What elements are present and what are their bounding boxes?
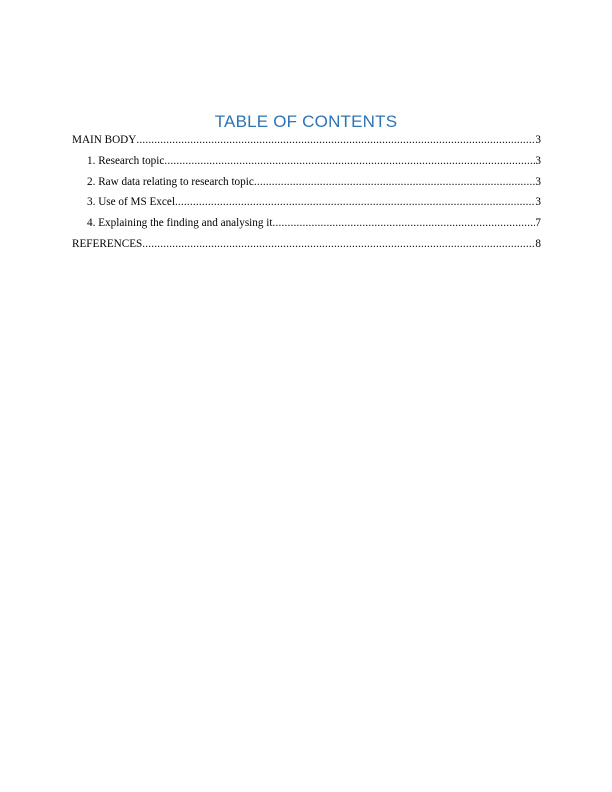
toc-entry-label: 3. Use of MS Excel [87,196,175,209]
toc-dot-leader [273,215,536,231]
toc-entry-label: REFERENCES [72,237,143,250]
toc-dot-leader [142,236,535,252]
toc-dot-leader [254,174,536,190]
toc-dot-leader [136,132,535,148]
toc-entry-label: 4. Explaining the finding and analysing it [87,217,273,230]
toc-entry-label: MAIN BODY [72,134,137,146]
toc-entry-main-body[interactable] [72,132,541,153]
toc-page-number: 8 [535,237,541,250]
toc-list [72,132,541,257]
toc-entry-explaining-finding[interactable] [72,215,541,236]
toc-page-number: 3 [535,154,541,167]
toc-entry-label: 1. Research topic [87,154,165,167]
toc-entry-label: 2. Raw data relating to research topic [87,175,254,188]
toc-entry-ms-excel[interactable] [72,194,541,215]
toc-dot-leader [164,153,535,169]
toc-page-number: 3 [535,196,541,209]
toc-dot-leader [175,194,535,210]
toc-page-number: 7 [535,217,541,230]
toc-heading: TABLE OF CONTENTS [214,112,398,131]
toc-entry-raw-data[interactable] [72,174,541,195]
toc-entry-research-topic[interactable] [72,153,541,174]
toc-entry-references[interactable] [72,236,541,257]
toc-page-number: 3 [535,175,541,188]
toc-page-number: 3 [535,134,541,146]
